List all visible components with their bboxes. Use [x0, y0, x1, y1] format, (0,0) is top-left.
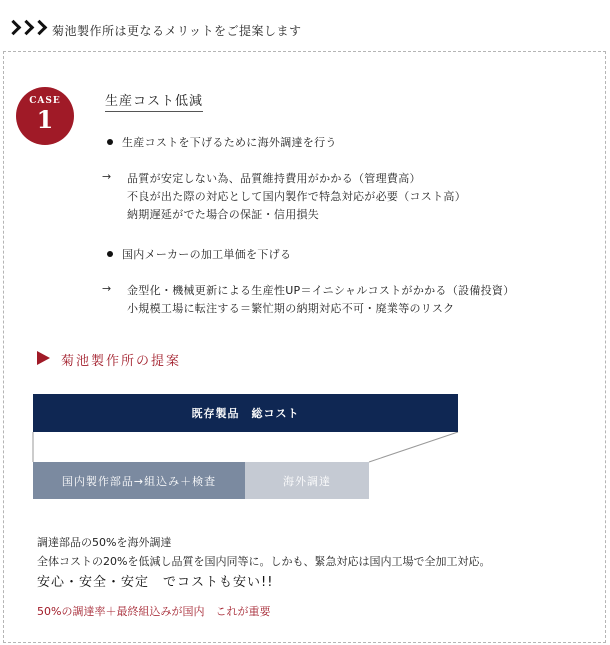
point-2-detail-1: 金型化・機械更新による生産性UP＝イニシャルコストがかかる（設備投資） — [127, 284, 515, 297]
point-2-detail-2: 小規模工場に転注する＝繁忙期の納期対応不可・廃業等のリスク — [127, 302, 455, 315]
summary-slogan: 安心・安全・安定 でコストも安い!! — [37, 575, 274, 590]
point-1-detail-1: 品質が安定しない為、品質維持費用がかかる（管理費高） — [127, 172, 421, 185]
point-2-text: 国内メーカーの加工単価を下げる — [122, 248, 292, 261]
point-1-text: 生産コストを下げるために海外調達を行う — [122, 136, 337, 149]
summary-note: 50%の調達率＋最終組込みが国内 これが重要 — [37, 605, 271, 618]
right-arrow-icon: → — [102, 170, 112, 183]
domestic-parts-bar: 国内製作部品→組込み＋検査 — [33, 462, 245, 499]
summary-line-1: 調達部品の50%を海外調達 — [37, 536, 172, 549]
overseas-procurement-bar: 海外調達 — [245, 462, 369, 499]
right-arrow-icon: → — [102, 282, 112, 295]
case-title: 生産コスト低減 — [105, 90, 203, 112]
case-badge-number: 1 — [36, 105, 54, 134]
point-1-detail-2: 不良が出た際の対応として国内製作で特急対応が必要（コスト高） — [127, 190, 466, 203]
summary-line-2: 全体コストの20%を低減し品質を国内同等に。しかも、緊急対応は国内工場で全加工対応。 — [37, 555, 491, 568]
case-badge-label: CASE — [29, 96, 61, 106]
total-cost-bar: 既存製品 総コスト — [33, 394, 458, 432]
header-title: 菊池製作所は更なるメリットをご提案します — [52, 24, 302, 38]
proposal-title: 菊池製作所の提案 — [61, 354, 182, 369]
connector-right-line — [369, 432, 458, 462]
point-1-detail-3: 納期遅延がでた場合の保証・信用損失 — [127, 208, 320, 221]
